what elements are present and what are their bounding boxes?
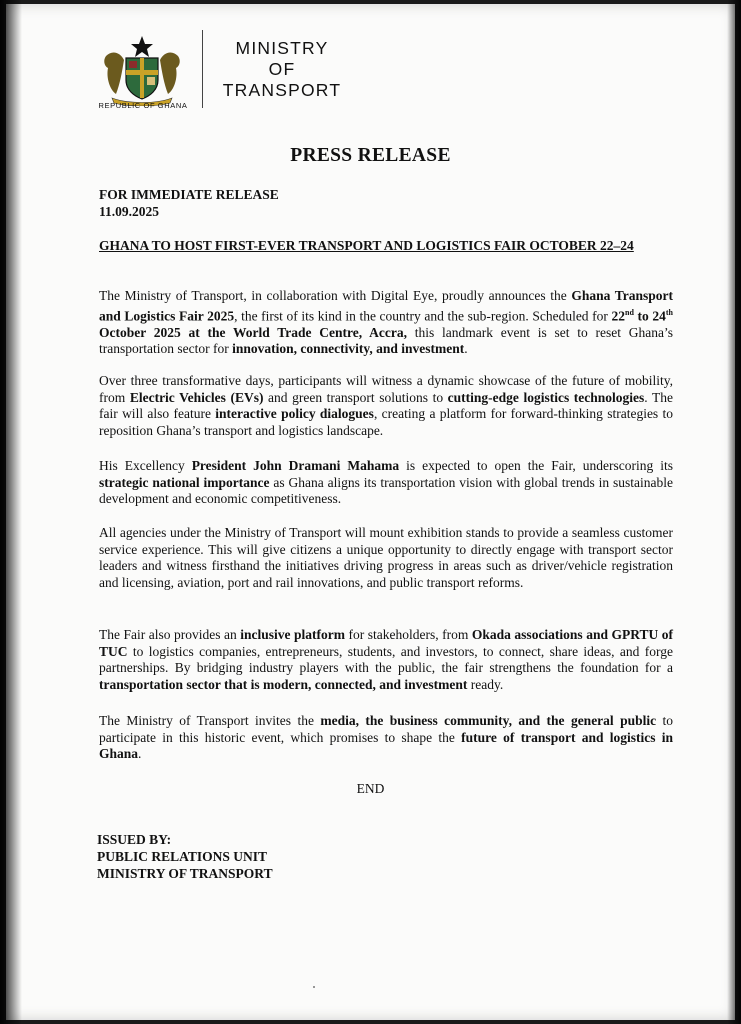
paragraph-3 bbox=[99, 458, 673, 508]
text-run: Over three transformative days, participants will witness a dynamic showcase of the future of mobility, from bbox=[99, 373, 673, 405]
text-run: to participate in this historic event, which promises to shape the bbox=[99, 713, 673, 745]
ministry-line: MINISTRY bbox=[235, 38, 329, 58]
bold-run: inclusive platform bbox=[240, 627, 346, 642]
paragraph-4 bbox=[99, 525, 673, 591]
text-run: ready. bbox=[467, 676, 504, 692]
bold-run: innovation, connectivity, and investment bbox=[232, 341, 465, 357]
bold-run: media, the business community, and the general public bbox=[320, 713, 657, 728]
bold-run: 22 bbox=[611, 308, 626, 324]
text-run: for stakeholders, from bbox=[345, 627, 472, 642]
emblem-caption: REPUBLIC OF GHANA bbox=[98, 101, 188, 110]
photo-edge-shadow-left bbox=[0, 0, 22, 1024]
text-run: The Fair also provides an bbox=[99, 627, 241, 642]
release-date: 11.09.2025 bbox=[99, 204, 160, 219]
ministry-line: OF bbox=[268, 59, 296, 79]
bold-run: to 24 bbox=[633, 308, 666, 324]
issued-line: PUBLIC RELATIONS UNIT bbox=[97, 848, 268, 864]
ministry-line: TRANSPORT bbox=[222, 80, 342, 100]
ghana-coat-of-arms-icon bbox=[98, 34, 186, 106]
scan-speck bbox=[313, 986, 315, 988]
bold-run: interactive policy dialogues bbox=[215, 406, 374, 422]
bold-run: transportation sector that is modern, connected, and investment bbox=[99, 676, 468, 692]
text-run: to logistics companies, entrepreneurs, students, and investors, to connect, share ideas, and forge partnerships. By bridging industry players with the public, the fair strengthens the foundation for a bbox=[99, 643, 673, 676]
bold-run: Okada associations and GPRTU of TUC bbox=[99, 627, 674, 659]
text-run: this landmark event is set to reset Ghana’s transportation sector for bbox=[99, 324, 673, 357]
text-run: The Ministry of Transport invites the bbox=[99, 713, 321, 728]
text-run: The Ministry of Transport, in collaboration with Digital Eye, proudly announces the bbox=[99, 288, 572, 303]
release-info bbox=[99, 186, 279, 220]
text-run: . The fair will also feature bbox=[99, 389, 673, 422]
bold-run: Electric Vehicles (EVs) bbox=[129, 389, 264, 405]
issued-by-block bbox=[97, 832, 273, 882]
text-run: . bbox=[464, 341, 468, 357]
text-run: . bbox=[138, 746, 142, 762]
bold-run: future of transport and logistics in Ghana bbox=[99, 729, 673, 762]
header-divider bbox=[202, 30, 203, 108]
bold-run: th bbox=[665, 307, 674, 317]
bold-run: October 2025 at the World Trade Centre, Accra, bbox=[99, 324, 407, 340]
ministry-name bbox=[212, 38, 352, 101]
bold-run: Ghana Transport and Logistics Fair 2025 bbox=[99, 288, 674, 324]
text-run: , creating a platform for forward-thinking strategies to reposition Ghana’s transport and logistics landscape. bbox=[99, 406, 674, 438]
issued-line: MINISTRY OF TRANSPORT bbox=[97, 865, 273, 881]
bold-run: cutting-edge logistics technologies bbox=[447, 389, 645, 405]
page-title: PRESS RELEASE bbox=[290, 145, 451, 166]
text-run: His Excellency bbox=[99, 458, 192, 473]
text-run: as Ghana aligns its transportation vision with global trends in sustainable development and economic competitiveness. bbox=[99, 474, 673, 507]
paragraph-6 bbox=[99, 713, 673, 763]
end-marker: END bbox=[356, 781, 385, 796]
bold-run: strategic national importance bbox=[99, 474, 270, 490]
paragraph-5 bbox=[99, 627, 673, 693]
text-run: and green transport solutions to bbox=[263, 389, 448, 405]
headline: GHANA TO HOST FIRST-EVER TRANSPORT AND LOGISTICS FAIR OCTOBER 22–24 bbox=[99, 238, 634, 253]
text-run: , the first of its kind in the country and the sub-region. Scheduled for bbox=[234, 308, 612, 324]
text-run: is expected to open the Fair, underscoring its bbox=[399, 458, 673, 473]
release-label: FOR IMMEDIATE RELEASE bbox=[99, 187, 279, 202]
issued-line: ISSUED BY: bbox=[97, 832, 172, 847]
paragraph-2 bbox=[99, 373, 673, 439]
bold-run: President John Dramani Mahama bbox=[191, 458, 400, 473]
text-run: All agencies under the Ministry of Transport will mount exhibition stands to provide a seamless customer service experience. This will give citizens a unique opportunity to directly engage with transport sector leaders and witness firsthand the initiatives driving progress in areas such as driver/vehicle registration and licensing, aviation, port and rail innovations, and public transport reforms. bbox=[99, 525, 673, 590]
bold-run: nd bbox=[625, 307, 634, 317]
paragraph-1 bbox=[99, 288, 673, 358]
photo-edge-shadow-right bbox=[727, 0, 741, 1024]
